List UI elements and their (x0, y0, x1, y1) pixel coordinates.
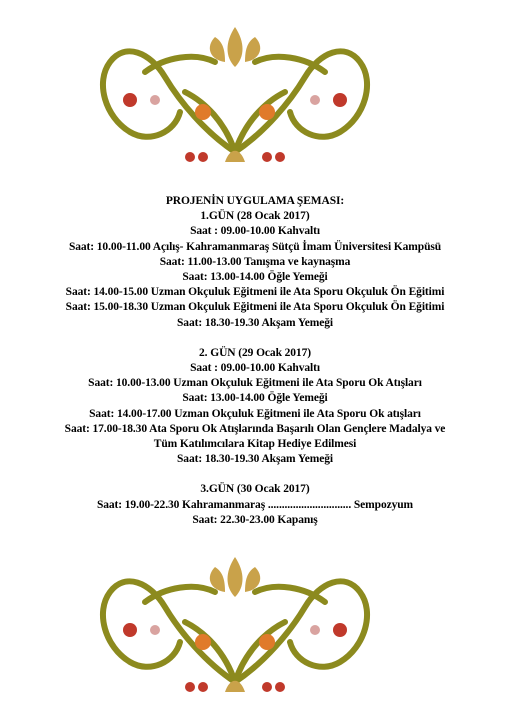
schedule-item: Saat: 22.30-23.00 Kapanış (192, 513, 318, 526)
day-2-heading: 2. GÜN (29 Ocak 2017) (199, 346, 311, 359)
schedule-item: Saat: 14.00-15.00 Uzman Okçuluk Eğitmeni ile Ata Sporu Okçuluk Ön Eğitimi (65, 286, 445, 299)
schedule-item: Saat: 17.00-18.30 Ata Sporu Ok Atışlarında Başarılı Olan Gençlere Madalya ve (64, 422, 446, 435)
schedule-item: Saat: 19.00-22.30 Kahramanmaraş .............................. Sempozyum (96, 498, 414, 511)
schedule-item: Saat : 09.00-10.00 Kahvaltı (190, 362, 320, 375)
schedule-item: Saat: 11.00-13.00 Tanışma ve kaynaşma (159, 255, 351, 268)
schedule-item: Saat: 10.00-13.00 Uzman Okçuluk Eğitmeni ile Ata Sporu Ok Atışları (88, 377, 422, 390)
schedule-title: PROJENİN UYGULAMA ŞEMASI: (165, 195, 345, 207)
day-3-heading: 3.GÜN (30 Ocak 2017) (200, 483, 310, 496)
arabesque-ornament-top-icon (85, 22, 385, 172)
arabesque-ornament-bottom-icon (85, 552, 385, 702)
spacer (0, 331, 510, 346)
schedule-item: Saat: 14.00-17.00 Uzman Okçuluk Eğitmeni ile Ata Sporu Ok atışları (89, 407, 421, 420)
schedule-item: Saat: 13.00-14.00 Öğle Yemeği (182, 271, 328, 284)
schedule-item: Saat: 18.30-19.30 Akşam Yemeği (177, 453, 333, 466)
schedule-item: Saat: 13.00-14.00 Öğle Yemeği (182, 392, 328, 405)
schedule (0, 194, 510, 528)
schedule-item: Saat: 15.00-18.30 Uzman Okçuluk Eğitmeni ile Ata Sporu Okçuluk Ön Eğitimi (65, 301, 445, 314)
schedule-item: Saat: 18.30-19.30 Akşam Yemeği (177, 316, 333, 329)
day-1-heading: 1.GÜN (28 Ocak 2017) (200, 210, 310, 223)
schedule-item: Saat : 09.00-10.00 Kahvaltı (190, 225, 320, 238)
spacer (0, 467, 510, 482)
schedule-item: Tüm Katılımcılara Kitap Hediye Edilmesi (153, 438, 357, 451)
schedule-item: Saat: 10.00-11.00 Açılış- Kahramanmaraş Sütçü İmam Üniversitesi Kampüsü (68, 240, 442, 253)
